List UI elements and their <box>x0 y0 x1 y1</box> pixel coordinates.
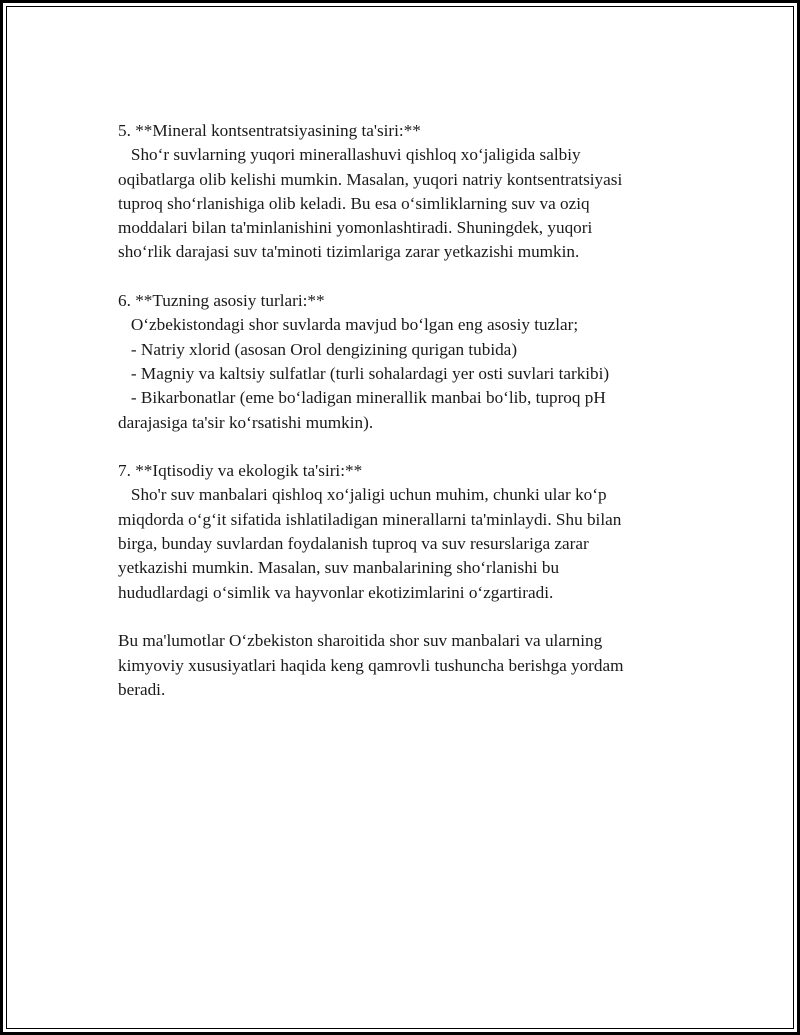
section-heading: 6. **Tuzning asosiy turlari:** <box>118 291 325 311</box>
paragraph-line: Sho‘r suvlarning yuqori minerallashuvi qishloq xo‘jaligida salbiy <box>118 145 581 165</box>
list-item-continuation: darajasiga ta'sir ko‘rsatishi mumkin). <box>118 412 374 432</box>
paragraph-line: birga, bunday suvlardan foydalanish tuproq va suv resurslariga zarar <box>118 534 589 554</box>
paragraph-line: Bu ma'lumotlar O‘zbekiston sharoitida shor suv manbalari va ularning <box>118 631 603 651</box>
paragraph-line: Sho'r suv manbalari qishloq xo‘jaligi uchun muhim, chunki ular ko‘p <box>118 485 607 505</box>
list-item: - Bikarbonatlar (eme bo‘ladigan minerallik manbai bo‘lib, tuproq pH <box>118 388 606 408</box>
list-item: - Magniy va kaltsiy sulfatlar (turli sohalardagi yer osti suvlari tarkibi) <box>118 363 610 383</box>
paragraph-line: tuproq sho‘rlanishiga olib keladi. Bu esa o‘simliklarning suv va oziq <box>118 193 590 213</box>
paragraph-line: O‘zbekistondagi shor suvlarda mavjud bo‘lgan eng asosiy tuzlar; <box>118 315 579 335</box>
paragraph-line: miqdorda o‘g‘it sifatida ishlatiladigan minerallarni ta'minlaydi. Shu bilan <box>118 509 622 529</box>
document-body <box>118 119 678 702</box>
section-spacer <box>118 265 678 289</box>
paragraph-line: kimyoviy xususiyatlari haqida keng qamrovli tushuncha berishga yordam <box>118 655 624 675</box>
paragraph-line: yetkazishi mumkin. Masalan, suv manbalarining sho‘rlanishi bu <box>118 558 560 578</box>
section-conclusion <box>118 629 678 702</box>
list-item: - Natriy xlorid (asosan Orol dengizining qurigan tubida) <box>118 339 518 359</box>
paragraph-line: hududlardagi o‘simlik va hayvonlar ekotizimlarini o‘zgartiradi. <box>118 582 554 602</box>
section-heading: 5. **Mineral kontsentratsiyasining ta'siri:** <box>118 121 421 140</box>
section-mineral-concentration <box>118 119 678 265</box>
paragraph-line: sho‘rlik darajasi suv ta'minoti tizimlariga zarar yetkazishi mumkin. <box>118 242 580 262</box>
section-economic-ecological <box>118 459 678 605</box>
section-spacer <box>118 435 678 459</box>
section-spacer <box>118 605 678 629</box>
section-heading: 7. **Iqtisodiy va ekologik ta'siri:** <box>118 461 363 481</box>
paragraph-line: oqibatlarga olib kelishi mumkin. Masalan, yuqori natriy kontsentratsiyasi <box>118 169 623 189</box>
paragraph-line: beradi. <box>118 679 166 699</box>
section-salt-types <box>118 289 678 435</box>
paragraph-line: moddalari bilan ta'minlanishini yomonlashtiradi. Shuningdek, yuqori <box>118 218 593 238</box>
